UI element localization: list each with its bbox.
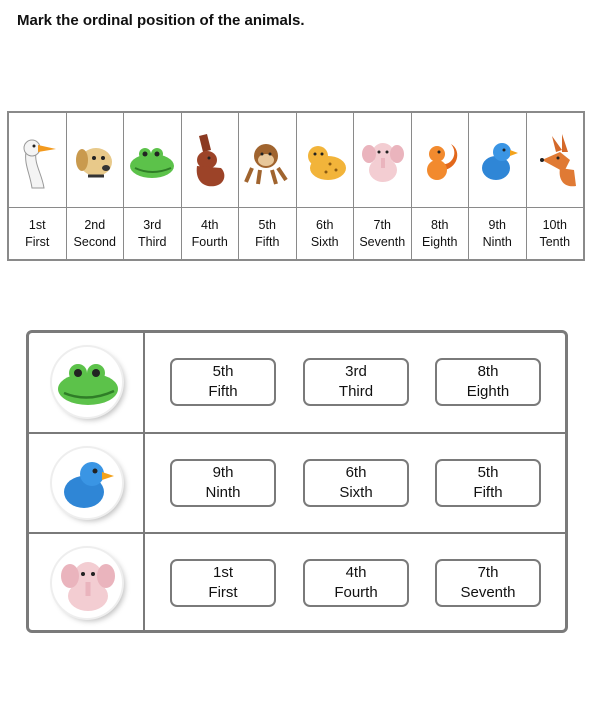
ordinal-number: 1st [28,217,46,232]
frog-icon [52,347,122,417]
option-number: 1st [212,564,233,581]
bird-icon [472,130,522,190]
strip-cell [66,113,124,259]
option-word: Sixth [339,484,373,501]
quiz-row [29,432,565,533]
strip-cell [526,113,584,259]
strip-cell [181,113,239,259]
goose-icon [12,130,62,190]
ordinal-number: 4th [201,217,219,232]
quiz-row [29,532,565,633]
ordinal-number: 5th [258,217,276,232]
option-button[interactable] [170,559,276,607]
option-button[interactable] [435,358,541,406]
animal-circle [52,347,122,417]
option-word: Fifth [473,484,503,501]
option-word: Eighth [466,383,510,400]
animal-circle [52,448,122,518]
option-number: 5th [477,464,499,481]
option-number: 7th [477,564,499,581]
option-button[interactable] [303,358,409,406]
quiz-table [26,330,568,633]
option-button[interactable] [303,559,409,607]
option-number: 3rd [345,363,367,380]
ordinal-number: 10th [542,217,567,232]
option-word: Fifth [208,383,238,400]
option-word: Seventh [460,584,516,601]
strip-cell [468,113,526,259]
ordinal-word: Eighth [422,234,458,249]
ordinal-word: Sixth [310,234,339,249]
ordinal-number: 2nd [84,217,106,232]
kangaroo-icon [185,130,235,190]
ordinal-word: Fifth [255,234,280,249]
ordinal-word: First [25,234,50,249]
bird-icon [52,448,122,518]
option-number: 6th [345,464,367,481]
option-number: 5th [212,363,234,380]
option-number: 9th [212,464,234,481]
ordinal-word: Fourth [191,234,228,249]
strip-cell [353,113,411,259]
option-word: Third [338,383,374,400]
ordinal-number: 9th [488,217,506,232]
option-word: First [208,584,238,601]
fox-icon [530,130,580,190]
animal-circle [52,548,122,618]
ordinal-word: Tenth [539,234,571,249]
strip-cell [238,113,296,259]
elephant-icon [357,130,407,190]
page-title: Mark the ordinal position of the animals. [17,12,305,29]
quiz-row [29,333,565,432]
ordinal-number: 3rd [143,217,162,232]
ordinal-number: 6th [316,217,334,232]
option-button[interactable] [170,459,276,507]
ordinal-number: 7th [373,217,391,232]
option-number: 4th [345,564,367,581]
ordinal-word: Second [73,234,116,249]
option-button[interactable] [435,459,541,507]
option-word: Fourth [334,584,378,601]
option-button[interactable] [303,459,409,507]
ordinal-word: Third [138,234,167,249]
leopard-icon [300,130,350,190]
monkey-icon [242,130,292,190]
strip-cell [9,113,66,259]
option-button[interactable] [435,559,541,607]
strip-cell [123,113,181,259]
ordinal-word: Seventh [359,234,406,249]
ordinal-word: Ninth [482,234,512,249]
strip-cell [296,113,354,259]
strip-cell [411,113,469,259]
ordinal-strip [7,111,585,261]
frog-icon [127,130,177,190]
option-word: Ninth [205,484,241,501]
option-button[interactable] [170,358,276,406]
dog-icon [70,130,120,190]
squirrel-icon [415,130,465,190]
option-number: 8th [477,363,499,380]
elephant-icon [52,548,122,618]
ordinal-number: 8th [431,217,449,232]
